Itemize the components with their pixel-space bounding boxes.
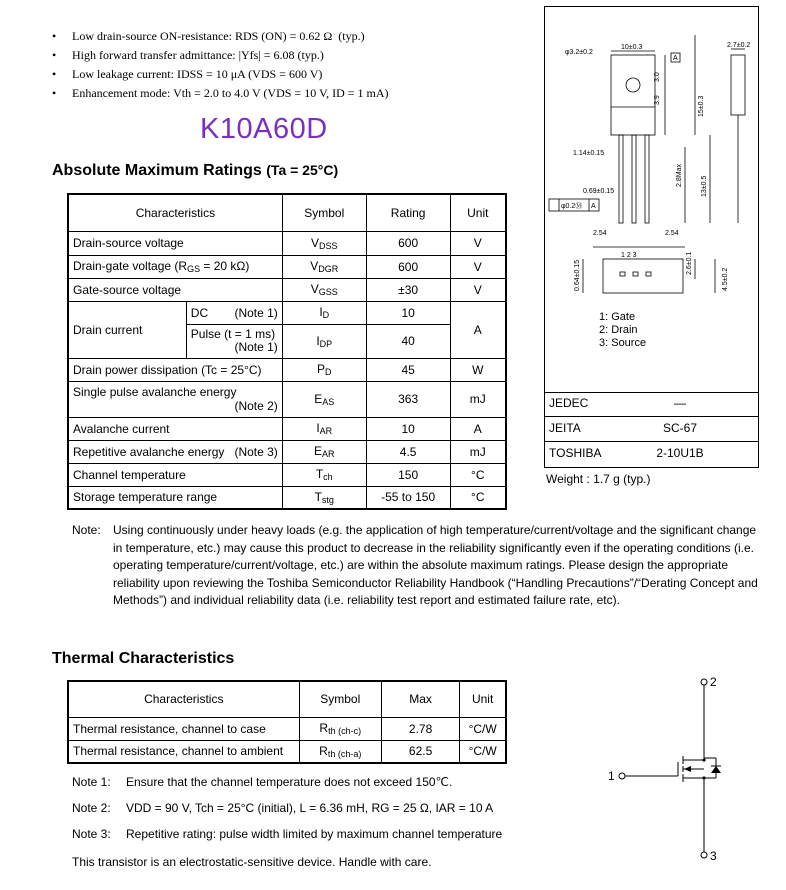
feature-item: • Low drain-source ON-resistance: RDS (ON) = 0.62 Ω (typ.) [52,29,365,43]
feature-list [52,27,389,103]
package-outline-svg [545,7,758,392]
pin-1-label: 1 [608,769,615,783]
table-row: Drain current DC (Note 1) $I_D$ 10 A [68,301,506,324]
package-weight: Weight : 1.7 g (typ.) [546,472,651,486]
table-row: Storage temperature range $T_{stg}$ -55 to 150 °C [68,486,506,509]
datum-a: A [673,55,678,62]
table-row: Channel temperature $T_{ch}$ 150 °C [68,463,506,486]
dim-3-9: 3.9 [654,95,661,105]
dim-hole: φ3.2±0.2 [565,49,593,56]
footnote-3: Note 3: Repetitive rating: pulse width limited by maximum channel temperature [72,827,503,841]
reliability-note: Note: Using continuously under heavy loads (e.g. the application of high temperature/current/voltage and the significant change in temperature, etc.) may cause this product to decrease in the reliability significantly even if the operating conditions (i.e. operating temperature/current/voltage, etc.) are within the absolute maximum ratings. Please design the appropriate reliability upon reviewing the Toshiba Semiconductor Reliability Handbook (“Handling Precautions”/“Derating Concept and Methods”) and individual reliability data (i.e. reliability test report and estimated failure rate, etc). [72,523,758,607]
mosfet-symbol-icon [600,670,740,870]
amr-title: Absolute Maximum Ratings (Ta = 25°C) [52,162,339,179]
dim-15: 15±0.3 [698,95,705,117]
table-row: Single pulse avalanche energy (Note 2) $E_{AS}$ 363 mJ [68,381,506,417]
absolute-max-ratings-table [67,193,507,510]
pin-2-label: 2 [710,675,717,689]
dim-lead-thickness: 0.69±0.15 [583,188,615,195]
footnote-1: Note 1: Ensure that the channel temperature does not exceed 150℃. [72,775,453,789]
dim-width: 10±0.3 [621,44,643,51]
col-header: Characteristics [68,194,282,231]
dim-13: 13±0.5 [701,175,708,197]
table-row: Thermal resistance, channel to case $R_{th (ch-c)}$ 2.78 °C/W [68,717,506,740]
package-panel [544,6,759,468]
dim-lead-width: 1.14±0.15 [573,150,605,157]
feature-item: • Low leakage current: IDSS = 10 μA (VDS = 600 V) [52,67,323,81]
dim-3-0: 3.0 [654,72,661,82]
footnote-2: Note 2: VDD = 90 V, Tch = 25°C (initial), L = 6.36 mH, RG = 25 Ω, IAR = 10 A [72,801,494,815]
table-row: Drain power dissipation (Tc = 25°C) $P_D$ 45 W [68,358,506,381]
table-header-row [68,194,506,231]
dim-pitch-1: 2.54 [593,230,607,237]
table-header-row: Characteristics Symbol Max Unit [68,681,506,717]
table-row: Repetitive avalanche energy (Note 3) $E_{AR}$ 4.5 mJ [68,440,506,463]
dim-0-64: 0.64±0.15 [574,259,581,291]
pin-legend: 1: Gate 2: Drain 3: Source [599,311,647,349]
esd-warning: This transistor is an electrostatic-sensitive device. Handle with care. [72,855,432,869]
standard-row: TOSHIBA 2-10U1B [549,446,704,460]
thermal-table [67,680,507,764]
part-number: K10A60D [200,113,328,145]
pin-3-label: 3 [710,849,717,863]
thermal-title: Thermal Characteristics [52,650,235,667]
col-header: Unit [450,194,506,231]
table-row: Thermal resistance, channel to ambient $R_{th (ch-a)}$ 62.5 °C/W [68,740,506,763]
datum-a2: A [591,203,596,210]
feature-item: • High forward transfer admittance: |Yfs| = 6.08 (typ.) [52,48,324,62]
package-drawing [545,7,758,393]
dim-2-8max: 2.8Max [676,164,683,187]
table-row: Avalanche current $I_{AR}$ 10 A [68,417,506,440]
dim-thickness: 2.7±0.2 [727,42,751,49]
dim-pitch-2: 2.54 [665,230,679,237]
col-header: Symbol [282,194,366,231]
standard-row: JEITA SC-67 [545,416,758,442]
table-row: Gate-source voltage $V_{GSS}$ ±30 V [68,278,506,301]
standard-row: JEDEC ― [545,391,758,417]
dim-position: φ0.2Ⓜ [561,203,583,210]
table-row: Drain-gate voltage ($R_{GS} = 20$ kΩ) $V_{DGR}$ 600 V [68,255,506,278]
dim-2-6: 2.6±0.1 [686,251,693,275]
col-header: Rating [366,194,450,231]
table-row: Pulse (t = 1 ms) (Note 1) $I_{DP}$ 40 [68,324,506,358]
dim-4-5: 4.5±0.2 [722,267,729,291]
pin-numbers: 1 2 3 [621,252,637,259]
feature-item: • Enhancement mode: Vth = 2.0 to 4.0 V (VDS = 10 V, ID = 1 mA) [52,86,389,100]
table-row: Drain-source voltage $V_{DSS}$ 600 V [68,231,506,255]
